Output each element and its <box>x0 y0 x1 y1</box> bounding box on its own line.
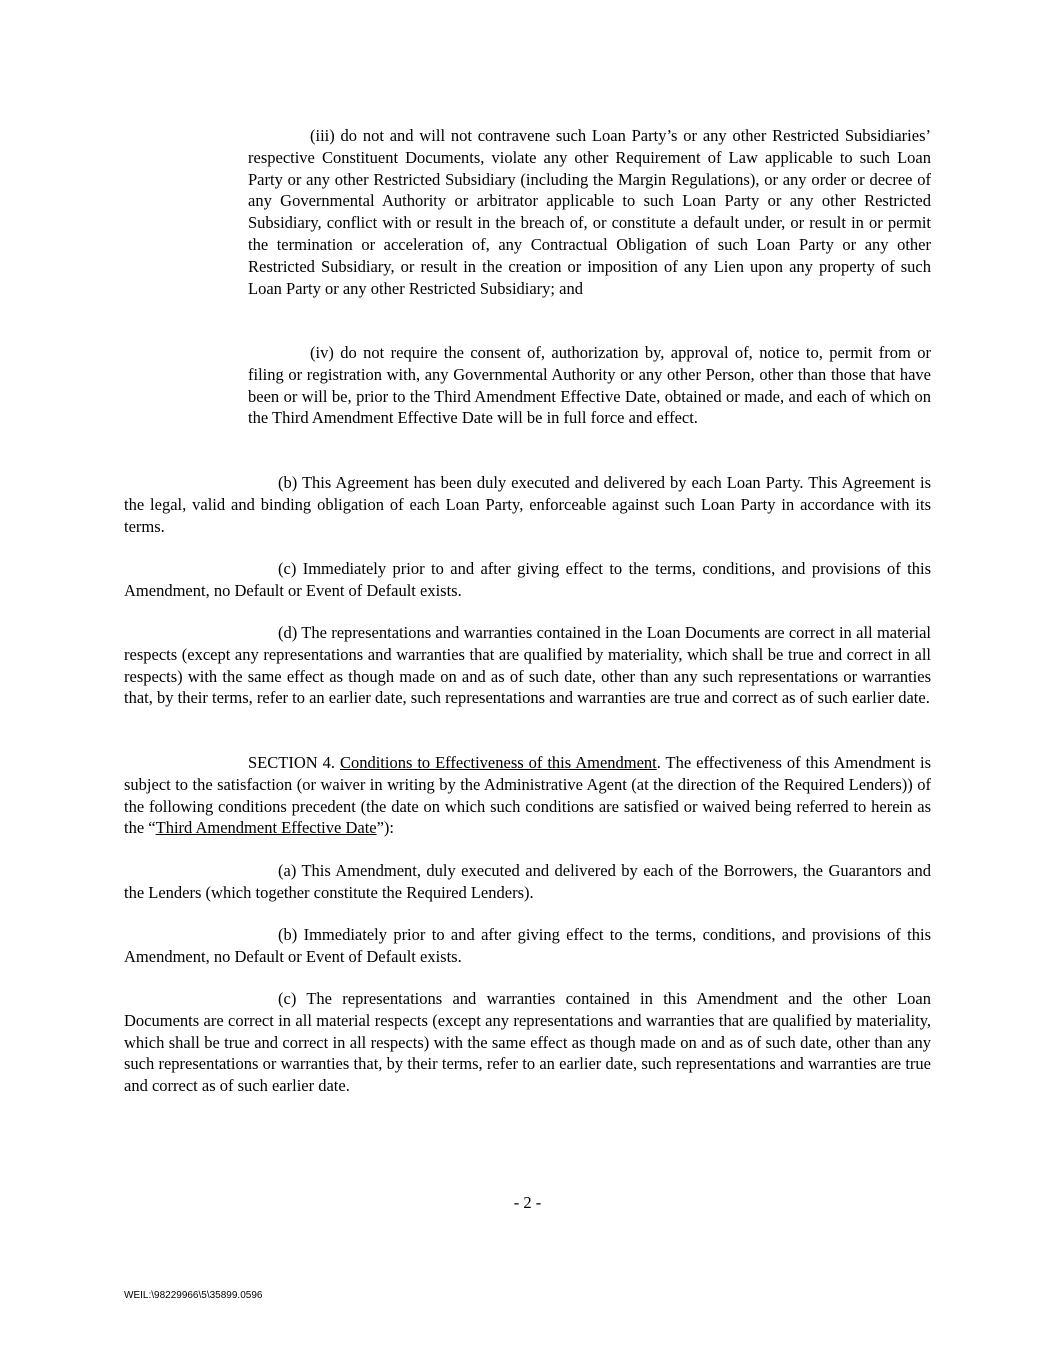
paragraph-iv: (iv) do not require the consent of, authorization by, approval of, notice to, permit from or filing or registration with, any Governmental Authority or any other Person, other than those that have been or will be, prior to the Third Amendment Effective Date, obtained or made, and each of which on the Third Amendment Effective Date will be in full force and effect. <box>248 343 931 428</box>
paragraph-iii: (iii) do not and will not contravene such Loan Party’s or any other Restricted Subsidiaries’ respective Constituent Documents, violate any other Requirement of Law applicable to such Loan Party or any other Restricted Subsidiary (including the Margin Regulations), or any order or decree of any Governmental Authority or arbitrator applicable to such Loan Party or any other Restricted Subsidiary, conflict with or result in the breach of, or constitute a default under, or result in or permit the termination or acceleration of, any Contractual Obligation of such Loan Party or any other Restricted Subsidiary, or result in the creation or imposition of any Lien upon any property of such Loan Party or any other Restricted Subsidiary; and <box>248 126 931 298</box>
document-id-footer: WEIL:\98229966\5\35899.0596 <box>124 1290 263 1301</box>
page-number: - 2 - <box>513 1193 542 1212</box>
section-4-lead: SECTION 4. <box>248 753 340 772</box>
paragraph-3d: (d) The representations and warranties contained in the Loan Documents are correct in all material respects (except any representations and warranties that are qualified by materiality, which shall be true and correct in all respects) with the same effect as though made on and as of such date, other than any such representations or warranties that, by their terms, refer to an earlier date, such representations and warranties are true and correct as of such earlier date. <box>124 623 931 708</box>
paragraph-3b: (b) This Agreement has been duly executed and delivered by each Loan Party. This Agreement is the legal, valid and binding obligation of each Loan Party, enforceable against such Loan Party in accordance with its terms. <box>124 473 931 536</box>
section-4-paragraph <box>124 752 931 839</box>
paragraph-3c: (c) Immediately prior to and after giving effect to the terms, conditions, and provisions of this Amendment, no Default or Event of Default exists. <box>124 559 931 600</box>
section-4-heading: Conditions to Effectiveness of this Amendment <box>339 753 657 772</box>
paragraph-4c: (c) The representations and warranties contained in this Amendment and the other Loan Documents are correct in all material respects (except any representations and warranties that are qualified by materiality, which shall be true and correct in all respects) with the same effect as though made on and as of such date, other than any such representations or warranties that, by their terms, refer to an earlier date, such representations and warranties are true and correct as of such earlier date. <box>124 989 931 1096</box>
paragraph-4a: (a) This Amendment, duly executed and delivered by each of the Borrowers, the Guarantors and the Lenders (which together constitute the Required Lenders). <box>124 861 931 902</box>
section-4-tail: ”): <box>376 818 395 838</box>
paragraph-4b: (b) Immediately prior to and after giving effect to the terms, conditions, and provisions of this Amendment, no Default or Event of Default exists. <box>124 925 931 966</box>
defined-term: Third Amendment Effective Date <box>155 818 377 838</box>
section-4-text: . The effectiveness of this Amendment is subject to the satisfaction (or waiver in writing by the Administrative Agent (at the direction of the Required Lenders)) of the following conditions precedent (the date on which such conditions are satisfied or waived being referred to herein as the “ <box>124 753 931 838</box>
